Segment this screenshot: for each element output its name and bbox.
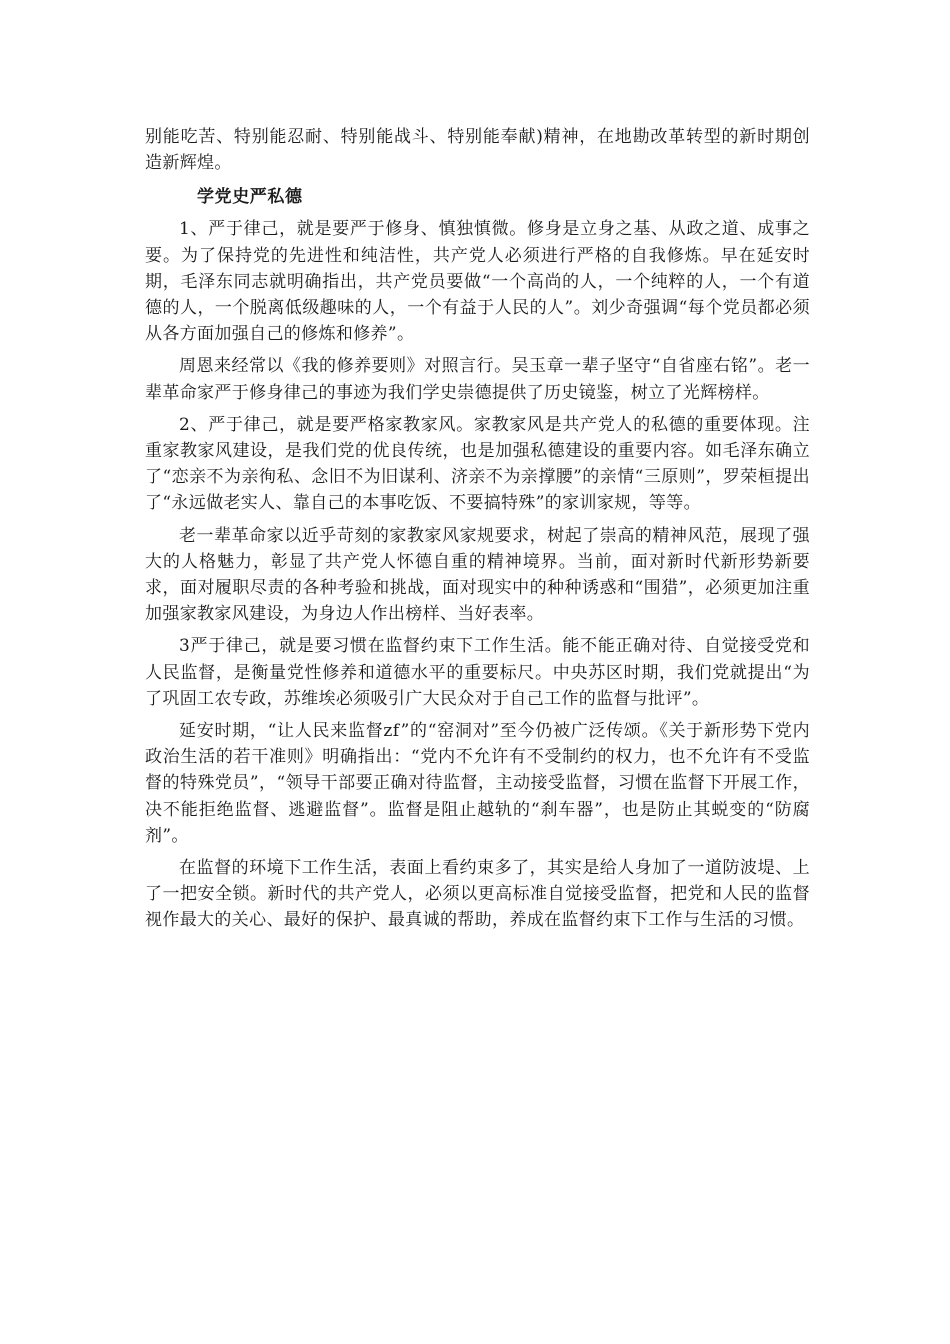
- paragraph-6: 延安时期，“让人民来监督zf”的“窑洞对”至今仍被广泛传颂。《关于新形势下党内政治生活的若干准则》明确指出：“党内不允许有不受制约的权力，也不允许有不受监督的特殊党员”，“领导干部要正确对待监督，主动接受监督，习惯在监督下开展工作，决不能拒绝监督、逃避监督”。监督是阻止越轨的“刹车器”，也是防止其蜕变的“防腐剂”。: [145, 721, 810, 846]
- paragraph-2: 周恩来经常以《我的修养要则》对照言行。吴玉章一辈子坚守“自省座右铭”。老一辈革命家严于修身律己的事迹为我们学史崇德提供了历史镜鉴，树立了光辉榜样。: [145, 356, 810, 403]
- paragraph-1: 1、严于律己，就是要严于修身、慎独慎微。修身是立身之基、从政之道、成事之要。为了保持党的先进性和纯洁性，共产党人必须进行严格的自我修炼。早在延安时期，毛泽东同志就明确指出，共产党员要做“一个高尚的人，一个纯粹的人，一个有道德的人，一个脱离低级趣味的人，一个有益于人民的人”。刘少奇强调“每个党员都必须从各方面加强自己的修炼和修养”。: [145, 219, 810, 345]
- section-title: 学党史严私德: [197, 187, 303, 208]
- continuation-paragraph: 别能吃苦、特别能忍耐、特别能战斗、特别能奉献)精神，在地勘改革转型的新时期创造新辉煌。: [145, 127, 810, 174]
- document-body: [145, 124, 810, 934]
- paragraph-5: 3严于律己，就是要习惯在监督约束下工作生活。能不能正确对待、自觉接受党和人民监督，是衡量党性修养和道德水平的重要标尺。中央苏区时期，我们党就提出“为了巩固工农专政，苏维埃必须吸引广大民众对于自己工作的监督与批评”。: [145, 636, 810, 709]
- paragraph-7: 在监督的环境下工作生活，表面上看约束多了，其实是给人身加了一道防波堤、上了一把安全锁。新时代的共产党人，必须以更高标准自觉接受监督，把党和人民的监督视作最大的关心、最好的保护、最真诚的帮助，养成在监督约束下工作与生活的习惯。: [145, 858, 810, 931]
- paragraph-3: 2、严于律己，就是要严格家教家风。家教家风是共产党人的私德的重要体现。注重家教家风建设，是我们党的优良传统，也是加强私德建设的重要内容。如毛泽东确立了“恋亲不为亲徇私、念旧不为旧谋利、济亲不为亲撑腰”的亲情“三原则”，罗荣桓提出了“永远做老实人、靠自己的本事吃饭、不要搞特殊”的家训家规，等等。: [145, 414, 810, 514]
- paragraph-4: 老一辈革命家以近乎苛刻的家教家风家规要求，树起了崇高的精神风范，展现了强大的人格魅力，彰显了共产党人怀德自重的精神境界。当前，面对新时代新形势新要求，面对履职尽责的各种考验和挑战，面对现实中的种种诱惑和“围猎”，必须更加注重加强家教家风建设，为身边人作出榜样、当好表率。: [145, 525, 810, 625]
